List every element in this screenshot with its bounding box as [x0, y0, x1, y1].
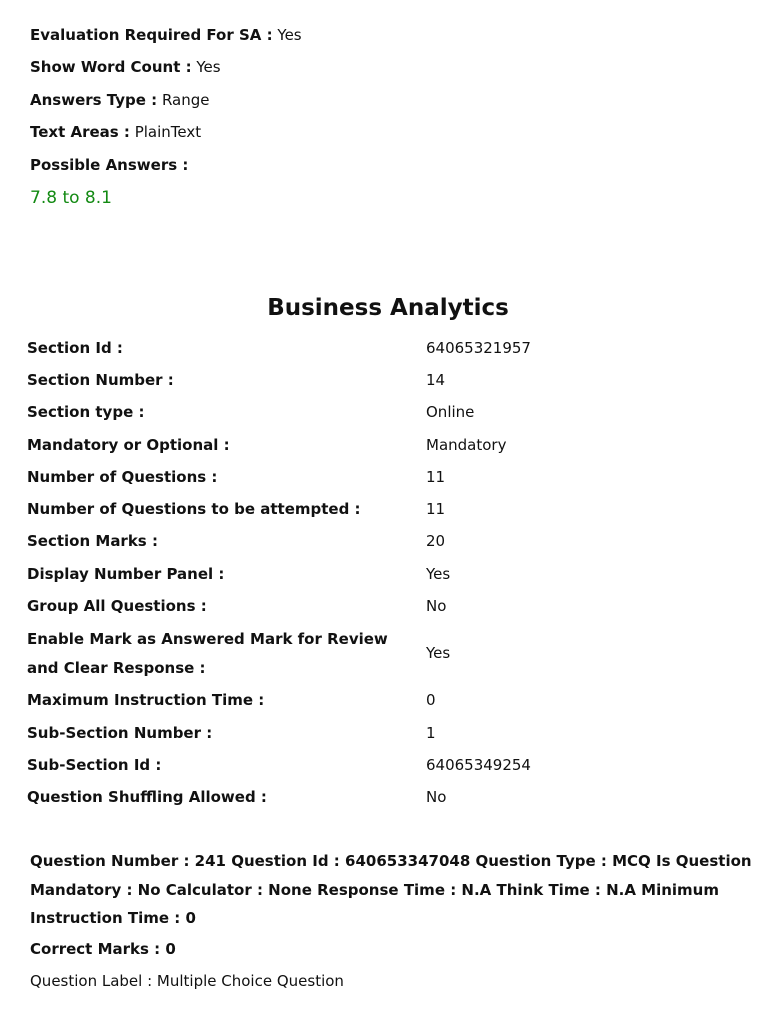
- section-row: [27, 397, 747, 429]
- section-row-value: 64065321957: [426, 338, 531, 357]
- possible-answers-label: Possible Answers :: [30, 155, 189, 174]
- question-label: Question Label : Multiple Choice Question: [30, 971, 344, 990]
- evaluation-required-value: Yes: [277, 26, 302, 44]
- section-row-value: Yes: [426, 644, 451, 663]
- section-row-label: Number of Questions :: [27, 467, 218, 486]
- possible-answers-line: [30, 153, 302, 185]
- section-row-label: Section Number :: [27, 370, 174, 389]
- section-row-label: Sub-Section Id :: [27, 755, 162, 774]
- answers-type-value: Range: [161, 90, 210, 109]
- show-word-count-line: [30, 55, 302, 87]
- section-row: [27, 685, 747, 717]
- section-row-value: No: [426, 788, 447, 807]
- show-word-count-label: Show Word Count :: [30, 58, 192, 77]
- text-areas-line: [30, 120, 302, 152]
- section-row: [27, 623, 747, 685]
- section-row: [27, 332, 747, 364]
- text-areas-label: Text Areas :: [30, 123, 130, 142]
- section-row-value: 1: [426, 723, 436, 742]
- section-row-value: 20: [426, 532, 446, 551]
- section-row: [27, 493, 747, 525]
- section-row-value: 11: [426, 500, 446, 519]
- section-row-value: 64065349254: [426, 755, 531, 774]
- section-row-value: Online: [426, 403, 475, 422]
- correct-marks: Correct Marks : 0: [30, 939, 176, 958]
- section-row-label: Group All Questions :: [27, 597, 207, 616]
- section-title: Business Analytics: [267, 295, 509, 321]
- section-row: [27, 364, 747, 396]
- section-row-value: 11: [426, 467, 446, 486]
- section-row: [27, 558, 747, 590]
- possible-answers-value: 7.8 to 8.1: [30, 187, 112, 208]
- section-details-table: [27, 332, 747, 814]
- section-row: [27, 429, 747, 461]
- section-row-value: 0: [426, 691, 436, 710]
- section-row-label: Section Marks :: [27, 532, 158, 551]
- section-row-label: Section Id :: [27, 338, 123, 357]
- section-row: [27, 782, 747, 814]
- evaluation-settings: [30, 23, 302, 210]
- section-row-label: Sub-Section Number :: [27, 723, 213, 742]
- section-row-label: Mandatory or Optional :: [27, 435, 230, 454]
- section-row: [27, 461, 747, 493]
- section-row-label: Display Number Panel :: [27, 564, 225, 583]
- question-block: [30, 847, 756, 997]
- section-row-value: No: [426, 597, 447, 616]
- evaluation-required-line: [30, 23, 302, 55]
- section-row-label: Maximum Instruction Time :: [27, 691, 265, 710]
- section-row-value: Mandatory: [426, 435, 507, 454]
- show-word-count-value: Yes: [196, 58, 221, 77]
- section-row-label: Number of Questions to be attempted :: [27, 500, 361, 519]
- question-meta: Question Number : 241 Question Id : 640653347048 Question Type : MCQ Is Question Mandatory : No Calculator : None Response Time : N.A Think Time : N.A Minimum Instruction Time : 0: [30, 852, 752, 927]
- section-row: [27, 590, 747, 622]
- section-row-label: Section type :: [27, 403, 145, 422]
- section-row: [27, 526, 747, 558]
- section-row: [27, 749, 747, 781]
- evaluation-required-label: Evaluation Required For SA :: [30, 26, 273, 44]
- section-row-value: 14: [426, 370, 446, 389]
- answers-type-label: Answers Type :: [30, 90, 158, 109]
- section-row-label: Enable Mark as Answered Mark for Review and Clear Response :: [27, 629, 388, 677]
- section-row: [27, 717, 747, 749]
- text-areas-value: PlainText: [134, 123, 202, 142]
- section-row-value: Yes: [426, 564, 451, 583]
- answers-type-line: [30, 88, 302, 120]
- section-row-label: Question Shuffling Allowed :: [27, 788, 267, 807]
